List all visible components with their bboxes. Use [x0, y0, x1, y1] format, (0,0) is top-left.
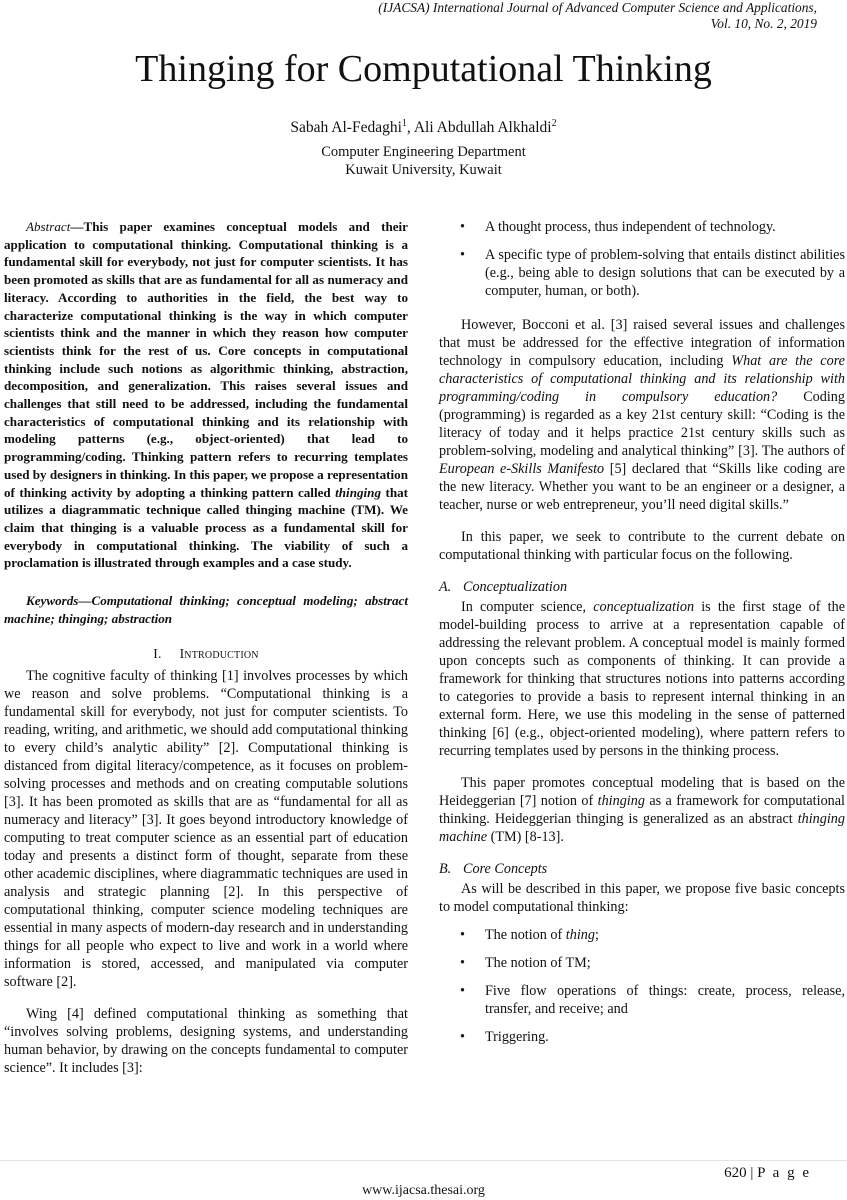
subsection-letter: B.	[439, 861, 452, 877]
footer-divider	[0, 1160, 847, 1161]
intro-paragraph-2: Wing [4] defined computational thinking as something that “involves solving problems, designing systems, and understanding human behavior, by drawing on the concepts fundamental to computer science”. It includes [3]:	[4, 1006, 408, 1077]
author-separator: ,	[406, 119, 414, 136]
page-separator: |	[746, 1165, 758, 1181]
paragraph-conceptualization	[439, 598, 845, 760]
section-number: I.	[153, 646, 162, 662]
journal-website: www.ijacsa.thesai.org	[362, 1183, 485, 1198]
text-run: is the first stage of the model-building process to arrive at a representation capable of addressing the relevant problem. A conceptual model is mainly formed upon concepts such as components of thinking. It can provide a framework for thinking that structures notions into patterns according to categories to provide a basis to represent internal thinking in an external form. Here, we use this modeling in the sense of patterned thinking [6] (e.g., object-oriented modeling), where pattern refers to recurring templates used by persons in the thinking process.	[439, 599, 846, 759]
page-label: P a g e	[757, 1165, 811, 1181]
bullet-icon: •	[460, 927, 465, 943]
author-2-affiliation-mark: 2	[551, 117, 557, 129]
keywords: Keywords—Computational thinking; conceptual modeling; abstract machine; thinging; abstraction	[4, 593, 408, 626]
text-run: However, Bocconi et al. [3] raised several issues and challenges that must be addressed for the effective integration of information technology in compulsory education, including	[439, 317, 845, 369]
paragraph-heideggerian	[439, 774, 845, 846]
author-2: Ali Abdullah Alkhaldi	[413, 119, 552, 136]
paragraph-core-concepts: As will be described in this paper, we propose five basic concepts to model computational thinking:	[439, 881, 845, 915]
text-run: as a framework for computational thinking. Heideggerian thinging is generalized as an abstract	[439, 793, 845, 827]
abstract-text: This paper examines conceptual models and their application to computational thinking. Computational thinking is a fundamental skill for everybody, not just for computer scientists. It has been promoted as skills that are as fundamental for all as numeracy and literacy. According to authorities in the field, the best way to characterize computational thinking is the way in which computer scientists think and the manner in which they reason how computer scientists think for the rest of us. Core concepts in computational thinking include such notions as algorithmic thinking, abstraction, decomposition, and generalization. This raises several issues and challenges that still need to be addressed, including the fundamental characteristics of computational thinking and its relationship with modeling patterns (e.g., object-oriented) that lead to programming/coding. Thinking pattern refers to recurring templates used by designers in thinking. In this paper, we propose a representation of thinking activity by adopting a thinking pattern called	[4, 219, 408, 500]
text-run: The notion of	[485, 927, 566, 943]
bullet-icon: •	[460, 1029, 465, 1045]
page-number	[724, 1165, 811, 1182]
list-item-text: The notion of TM;	[485, 955, 591, 971]
list-item	[439, 954, 845, 972]
subsection-title: Core Concepts	[463, 861, 548, 877]
subsection-letter: A.	[439, 579, 452, 595]
list-item-text: Triggering.	[485, 1029, 549, 1045]
abstract	[4, 218, 408, 572]
list-item	[439, 982, 845, 1018]
italic-term: conceptualization	[593, 599, 695, 615]
list-item-text: A specific type of problem-solving that entails distinct abilities (e.g., being able to design solutions that can be executed by a computer, human, or both).	[485, 247, 845, 299]
italic-term: thing	[565, 927, 595, 943]
paragraph-bocconi	[439, 316, 845, 514]
abstract-dash: —	[70, 219, 84, 234]
text-run: Coding (programming) is regarded as a key 21st century skill: “Coding is the literacy of today and it helps practice 21st century skills such as problem-solving, modeling and analytical thinking” [3]. The authors of	[439, 389, 845, 459]
list-item	[439, 246, 845, 300]
author-1-affiliation-mark: 1	[401, 117, 407, 129]
university: Kuwait University, Kuwait	[345, 162, 502, 178]
abstract-italic-term: thinging	[335, 484, 381, 500]
bullet-list-2	[439, 926, 845, 1046]
right-column	[439, 218, 845, 1056]
bullet-icon: •	[460, 219, 465, 235]
subsection-heading-a	[439, 578, 845, 596]
text-run: This paper promotes conceptual modeling that is based on the Heideggerian [7] notion of	[439, 775, 845, 809]
bullet-list-1	[439, 218, 845, 300]
italic-term: thinging machine	[439, 811, 845, 845]
bullet-icon: •	[460, 983, 465, 999]
subsection-heading-b	[439, 860, 845, 878]
list-item	[439, 926, 845, 944]
left-column	[4, 218, 408, 1091]
intro-paragraph-1: The cognitive faculty of thinking [1] involves processes by which we reason and solve problems. “Computational thinking is a fundamental skill for everybody, not just for computer scientists. To reading, writing, and arithmetic, we should add computational thinking to every child’s analytic ability” [2]. Computational thinking is distanced from digital literacy/competence, as it focuses on problem-solving processes and methods and on creating computable solutions [3]. It has been promoted as skills that are as “fundamental for all as numeracy and literacy” [3]. It goes beyond introductory knowledge of computing to treat computer science as an essential part of education today and presents a distinct form of thought, separate from these other academic disciplines, where diagrammatic techniques are used in analysis and strategic planning [2]. In this perspective of computational thinking, computer science modeling techniques are essential in many aspects of modern-day research and in understanding things for all people who expect to live and work in a world where information is stored, accessed, and manipulated via computer software [2].	[4, 668, 408, 991]
abstract-text-end: that utilizes a diagrammatic technique called thinging machine (TM). We claim that thinging is a valuable process as a fundamental skill for everybody in computational thinking. The viability of such a proclamation is illustrated through examples and a case study.	[4, 484, 409, 571]
list-item	[439, 218, 845, 236]
text-run: ;	[594, 927, 599, 943]
department: Computer Engineering Department	[321, 144, 526, 160]
section-heading-introduction	[4, 645, 408, 663]
abstract-label: Abstract	[26, 219, 71, 234]
journal-name: (IJACSA) International Journal of Advanced Computer Science and Applications,	[378, 0, 817, 15]
italic-question: What are the core characteristics of computational thinking and its relationship with programming/coding in compulsory education?	[439, 353, 845, 405]
subsection-title: Conceptualization	[463, 579, 568, 595]
list-item-text: Five flow operations of things: create, process, release, transfer, and receive; and	[485, 983, 845, 1017]
text-run: [5] declared that “Skills like coding are the new literacy. Whether you want to be an engineer or a designer, a teacher, nurse or web entrepreneur, you’ll need digital skills.”	[439, 461, 845, 513]
italic-term: thinging	[597, 793, 645, 809]
author-line	[0, 118, 847, 138]
paper-title: Thinging for Computational Thinking	[135, 48, 712, 90]
page-number-value: 620	[724, 1165, 747, 1181]
bullet-icon: •	[460, 955, 465, 971]
affiliation	[0, 143, 847, 179]
paragraph-contribution: In this paper, we seek to contribute to the current debate on computational thinking with particular focus on the following.	[439, 529, 845, 563]
text-run: In computer science,	[461, 599, 594, 615]
journal-volume: Vol. 10, No. 2, 2019	[710, 16, 817, 31]
list-item-text: A thought process, thus independent of technology.	[485, 219, 776, 235]
italic-title: European e-Skills Manifesto	[439, 461, 605, 477]
author-1: Sabah Al-Fedaghi	[290, 119, 402, 136]
list-item	[439, 1028, 845, 1046]
bullet-icon: •	[460, 247, 465, 263]
journal-header	[117, 0, 817, 32]
text-run: (TM) [8-13].	[487, 829, 564, 845]
section-title: Introduction	[179, 646, 259, 662]
